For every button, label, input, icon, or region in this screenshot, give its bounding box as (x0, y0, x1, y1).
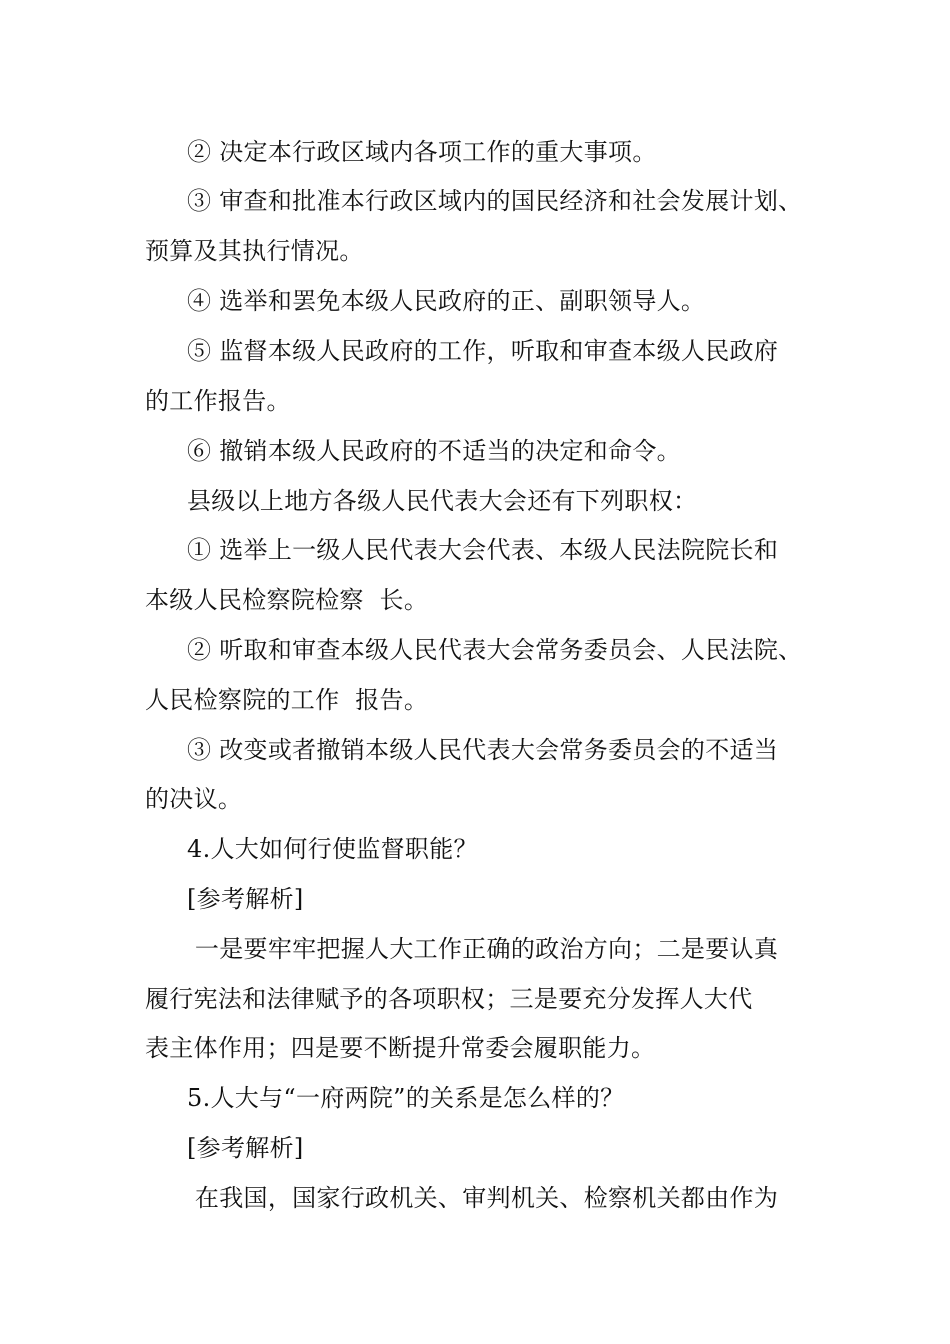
text-line: 预算及其执行情况。 (145, 237, 364, 265)
text-line: ② 听取和审查本级人民代表大会常务委员会、人民法院、 (187, 636, 803, 664)
text-line: 本级人民检察院检察 长。 (145, 586, 429, 614)
text-line: 一是要牢牢把握人大工作正确的政治方向；二是要认真 (187, 935, 779, 963)
question-heading: 4.人大如何行使监督职能？ (187, 835, 478, 863)
text-line: ③ 改变或者撤销本级人民代表大会常务委员会的不适当 (187, 736, 779, 764)
text-line: ③ 审查和批准本行政区域内的国民经济和社会发展计划、 (187, 187, 803, 215)
text-line: ④ 选举和罢免本级人民政府的正、副职领导人。 (187, 287, 706, 315)
question-heading: 5.人大与“一府两院”的关系是怎么样的？ (187, 1084, 625, 1112)
text-line: 表主体作用；四是要不断提升常委会履职能力。 (145, 1034, 656, 1062)
text-line: ⑤ 监督本级人民政府的工作，听取和审查本级人民政府 (187, 337, 779, 365)
text-line: 的工作报告。 (145, 387, 291, 415)
text-line: 的决议。 (145, 785, 243, 813)
answer-label: [参考解析] (187, 1134, 304, 1162)
text-line: 在我国，国家行政机关、审判机关、检察机关都由作为 (187, 1184, 779, 1212)
text-line: 人民检察院的工作 报告。 (145, 686, 429, 714)
text-line: ① 选举上一级人民代表大会代表、本级人民法院院长和 (187, 536, 779, 564)
text-line: 履行宪法和法律赋予的各项职权；三是要充分发挥人大代 (145, 985, 753, 1013)
text-line: 县级以上地方各级人民代表大会还有下列职权： (187, 487, 698, 515)
text-line: ② 决定本行政区域内各项工作的重大事项。 (187, 138, 657, 166)
text-line: ⑥ 撤销本级人民政府的不适当的决定和命令。 (187, 437, 681, 465)
answer-label: [参考解析] (187, 885, 304, 913)
